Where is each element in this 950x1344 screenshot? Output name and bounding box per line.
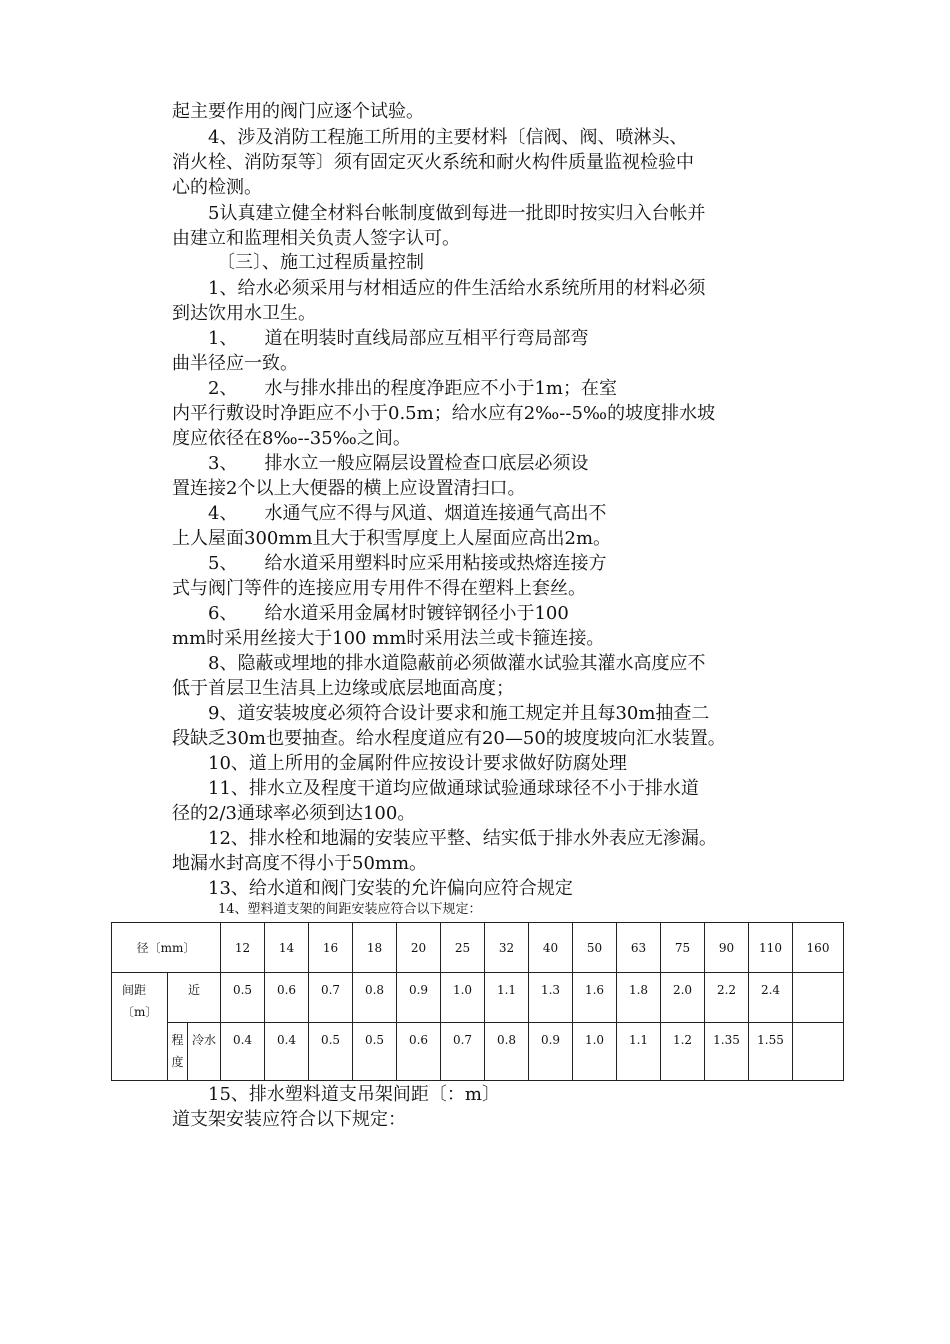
diameter-cell: 63 [617, 923, 661, 973]
text-line: 6、 给水道采用金属材时镀锌钢径小于100 [172, 603, 569, 624]
table-header-row [112, 923, 844, 973]
diameter-cell: 32 [485, 923, 529, 973]
diameter-cell: 40 [529, 923, 573, 973]
text-line: 4、 水通气应不得与风道、烟道连接通气高出不 [172, 503, 607, 524]
table-cell: 0.4 [265, 1023, 309, 1081]
text-line: 13、给水道和阀门安装的允许偏向应符合规定 [172, 878, 573, 899]
support-spacing-table [111, 922, 844, 1081]
table-row [112, 973, 844, 1023]
table-cell: 1.3 [529, 973, 573, 1023]
table-caption: 14、塑料道支架的间距安装应符合以下规定： [218, 902, 482, 917]
diameter-cell: 18 [353, 923, 397, 973]
text-line: 由建立和监理相关负责人签字认可。 [172, 228, 460, 249]
table-cell: 0.4 [221, 1023, 265, 1081]
text-line: 9、道安装坡度必须符合设计要求和施工规定并且每30m抽查二 [172, 703, 710, 724]
row-label: 冷水 [188, 1023, 221, 1081]
row-group-label: 间距〔m〕 [112, 973, 168, 1081]
table-cell: 0.7 [309, 973, 353, 1023]
table-cell: 0.6 [397, 1023, 441, 1081]
text-line: 径的2/3通球率必须到达100。 [172, 803, 416, 824]
table-cell: 1.0 [573, 1023, 617, 1081]
text-line: 11、排水立及程度干道均应做通球试验通球球径不小于排水道 [172, 778, 699, 799]
text-line: 8、隐蔽或埋地的排水道隐蔽前必须做灌水试验其灌水高度应不 [172, 653, 706, 674]
table-cell: 1.0 [441, 973, 485, 1023]
text-line: 置连接2个以上大便器的横上应设置清扫口。 [172, 478, 526, 499]
table-cell: 1.1 [485, 973, 529, 1023]
text-line: 度应依径在8‰--35‰之间。 [172, 428, 411, 449]
text-line: 4、涉及消防工程施工所用的主要材料〔信阀、阀、喷淋头、 [172, 127, 688, 148]
text-line: 到达饮用水卫生。 [172, 303, 316, 324]
text-line: 段缺乏30m也要抽查。给水程度道应有20—50的坡度坡向汇水装置。 [172, 728, 726, 749]
text-line: 2、 水与排水排出的程度净距应不小于1m；在室 [172, 378, 617, 399]
table-cell [793, 973, 844, 1023]
table-row [112, 1023, 844, 1081]
table-cell: 1.55 [749, 1023, 793, 1081]
table-cell: 0.8 [353, 973, 397, 1023]
text-line: 1、给水必须采用与材相适应的件生活给水系统所用的材料必须 [172, 278, 706, 299]
table-cell: 0.6 [265, 973, 309, 1023]
diameter-cell: 20 [397, 923, 441, 973]
header-label: 径〔mm〕 [112, 923, 221, 973]
table-cell: 0.5 [309, 1023, 353, 1081]
text-line: 5、 给水道采用塑料时应采用粘接或热熔连接方 [172, 553, 607, 574]
table-cell: 0.9 [529, 1023, 573, 1081]
text-line: 3、 排水立一般应隔层设置检查口底层必须设 [172, 453, 589, 474]
text-line: 消火栓、消防泵等〕须有固定灭火系统和耐火构件质量监视检验中 [172, 152, 694, 173]
text-line: 上人屋面300mm且大于积雪厚度上人屋面应高出2m。 [172, 528, 612, 549]
diameter-cell: 90 [705, 923, 749, 973]
table-cell: 1.6 [573, 973, 617, 1023]
text-line: 心的检测。 [172, 177, 262, 198]
table-cell: 0.5 [221, 973, 265, 1023]
table-cell: 1.8 [617, 973, 661, 1023]
table-cell: 1.2 [661, 1023, 705, 1081]
text-line: 地漏水封高度不得小于50mm。 [172, 853, 428, 874]
text-line: 式与阀门等件的连接应用专用件不得在塑料上套丝。 [172, 578, 586, 599]
diameter-cell: 75 [661, 923, 705, 973]
row-label: 程度 [168, 1023, 188, 1081]
diameter-cell: 110 [749, 923, 793, 973]
text-line: 15、排水塑料道支吊架间距〔：m〕 [172, 1084, 500, 1105]
text-line: 5认真建立健全材料台帐制度做到每进一批即时按实归入台帐并 [172, 203, 706, 224]
table-cell: 0.8 [485, 1023, 529, 1081]
text-line: mm时采用丝接大于100 mm时采用法兰或卡箍连接。 [172, 628, 605, 649]
table-cell: 2.0 [661, 973, 705, 1023]
diameter-cell: 160 [793, 923, 844, 973]
diameter-cell: 14 [265, 923, 309, 973]
table-cell: 1.1 [617, 1023, 661, 1081]
table-cell: 0.5 [353, 1023, 397, 1081]
table-cell: 2.2 [705, 973, 749, 1023]
text-line: 12、排水栓和地漏的安装应平整、结实低于排水外表应无渗漏。 [172, 828, 717, 849]
section-heading: 〔三〕、施工过程质量控制 [172, 252, 424, 273]
text-line: 道支架安装应符合以下规定： [172, 1109, 406, 1130]
table-cell [793, 1023, 844, 1081]
diameter-cell: 16 [309, 923, 353, 973]
text-line: 10、道上所用的金属附件应按设计要求做好防腐处理 [172, 753, 627, 774]
table-cell: 2.4 [749, 973, 793, 1023]
diameter-cell: 12 [221, 923, 265, 973]
text-line: 低于首层卫生洁具上边缘或底层地面高度； [172, 678, 514, 699]
text-line: 曲半径应一致。 [172, 353, 298, 374]
text-line: 内平行敷设时净距应不小于0.5m；给水应有2‰--5‰的坡度排水坡 [172, 403, 716, 424]
diameter-cell: 50 [573, 923, 617, 973]
text-line: 1、 道在明装时直线局部应互相平行弯局部弯 [172, 328, 589, 349]
table-cell: 0.9 [397, 973, 441, 1023]
table-cell: 1.35 [705, 1023, 749, 1081]
table-cell: 0.7 [441, 1023, 485, 1081]
diameter-cell: 25 [441, 923, 485, 973]
text-line: 起主要作用的阀门应逐个试验。 [172, 101, 424, 122]
row-label: 近 [168, 973, 221, 1023]
